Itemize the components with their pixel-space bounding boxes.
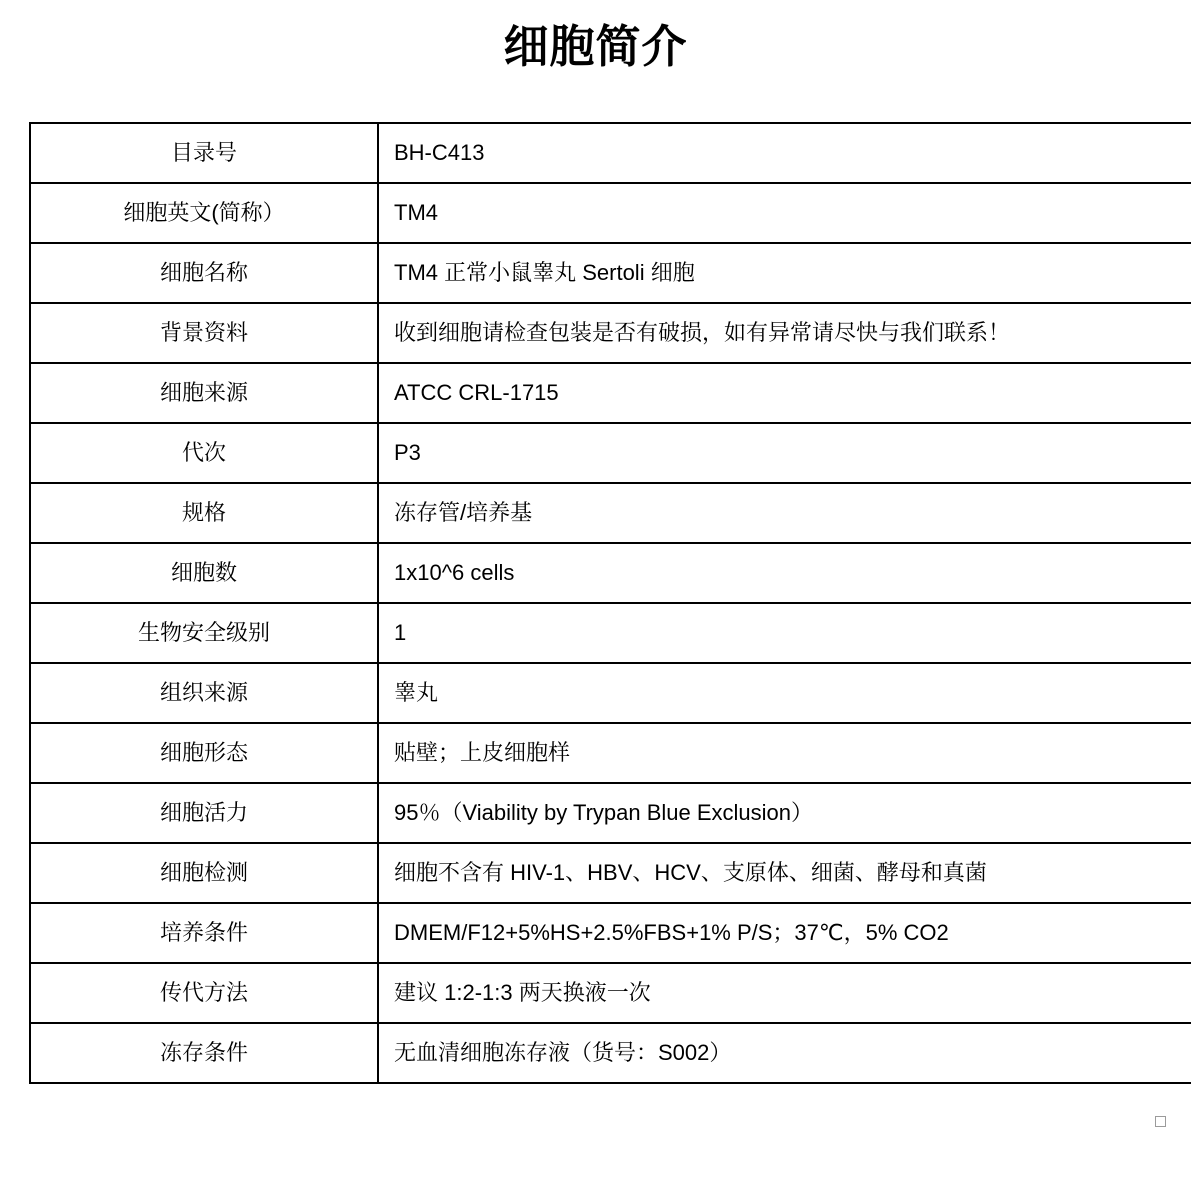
table-row <box>30 543 1191 603</box>
row-value: 1 <box>378 603 1191 663</box>
row-value: TM4 正常小鼠睾丸 Sertoli 细胞 <box>378 243 1191 303</box>
row-label: 目录号 <box>30 123 378 183</box>
row-value: 建议 1:2-1:3 两天换液一次 <box>378 963 1191 1023</box>
table-row <box>30 843 1191 903</box>
row-label: 细胞检测 <box>30 843 378 903</box>
table-row <box>30 783 1191 843</box>
row-label: 组织来源 <box>30 663 378 723</box>
table-row <box>30 723 1191 783</box>
row-label: 细胞名称 <box>30 243 378 303</box>
table-row <box>30 963 1191 1023</box>
row-value: TM4 <box>378 183 1191 243</box>
table-row <box>30 363 1191 423</box>
table-row <box>30 303 1191 363</box>
table-row <box>30 423 1191 483</box>
row-value: DMEM/F12+5%HS+2.5%FBS+1% P/S；37℃，5% CO2 <box>378 903 1191 963</box>
row-label: 规格 <box>30 483 378 543</box>
row-value: 1x10^6 cells <box>378 543 1191 603</box>
row-label: 细胞英文(简称） <box>30 183 378 243</box>
table-resize-handle[interactable] <box>1155 1116 1166 1127</box>
row-value: 贴壁；上皮细胞样 <box>378 723 1191 783</box>
table-row <box>30 483 1191 543</box>
cell-info-table <box>29 122 1191 1084</box>
row-value: P3 <box>378 423 1191 483</box>
row-value: 收到细胞请检查包装是否有破损，如有异常请尽快与我们联系！ <box>378 303 1191 363</box>
row-label: 传代方法 <box>30 963 378 1023</box>
row-value: 无血清细胞冻存液（货号：S002） <box>378 1023 1191 1083</box>
row-value: BH-C413 <box>378 123 1191 183</box>
row-value: 95％（Viability by Trypan Blue Exclusion） <box>378 783 1191 843</box>
row-value: 冻存管/培养基 <box>378 483 1191 543</box>
table-row <box>30 663 1191 723</box>
table-row <box>30 243 1191 303</box>
row-label: 细胞数 <box>30 543 378 603</box>
row-label: 背景资料 <box>30 303 378 363</box>
row-label: 代次 <box>30 423 378 483</box>
table-row <box>30 123 1191 183</box>
table-row <box>30 1023 1191 1083</box>
table-row <box>30 903 1191 963</box>
table-row <box>30 603 1191 663</box>
table-row <box>30 183 1191 243</box>
row-label: 冻存条件 <box>30 1023 378 1083</box>
row-value: 睾丸 <box>378 663 1191 723</box>
row-label: 细胞活力 <box>30 783 378 843</box>
row-value: 细胞不含有 HIV-1、HBV、HCV、支原体、细菌、酵母和真菌 <box>378 843 1191 903</box>
row-label: 培养条件 <box>30 903 378 963</box>
row-label: 细胞形态 <box>30 723 378 783</box>
row-value: ATCC CRL-1715 <box>378 363 1191 423</box>
row-label: 生物安全级别 <box>30 603 378 663</box>
page-title: 细胞简介 <box>503 20 688 73</box>
row-label: 细胞来源 <box>30 363 378 423</box>
